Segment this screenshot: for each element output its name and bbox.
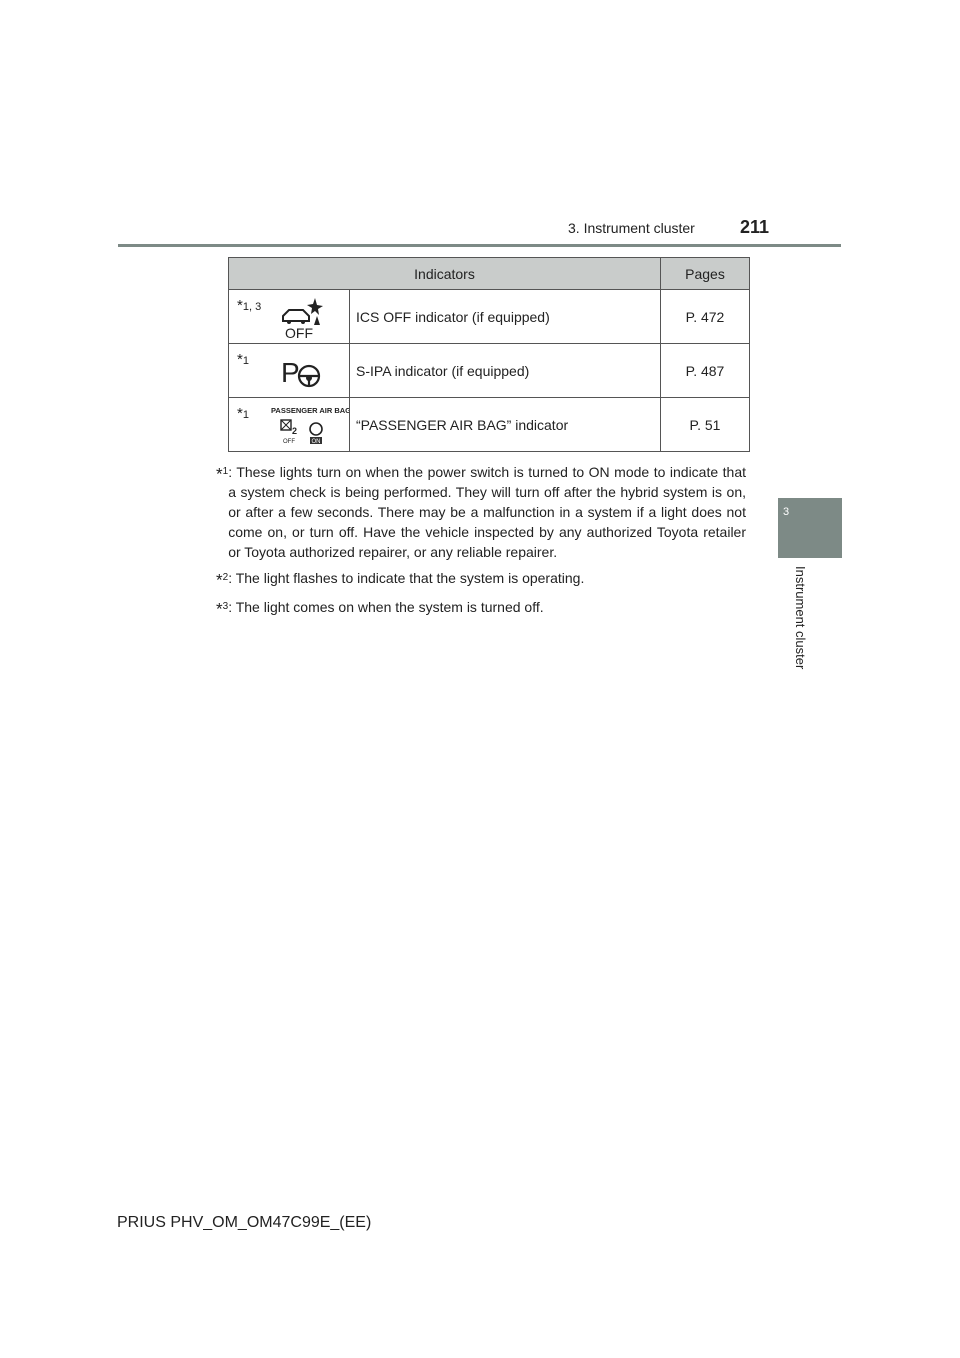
indicators-table bbox=[228, 257, 750, 452]
table-row bbox=[229, 398, 750, 452]
footnote-text: : These lights turn on when the power switch is turned to ON mode to indicate that a system check is being performed. They will turn off after the hybrid system is on, or after a few seconds. There may be a malfunction in a system if a light does not come on, or turn off. Have the vehicle inspected by any authorized Toyota retailer or Toyota authorized repairer, or any reliable repairer. bbox=[228, 464, 746, 560]
svg-text:2: 2 bbox=[292, 426, 298, 436]
section-title: 3. Instrument cluster bbox=[568, 220, 695, 236]
indicators-column-header: Indicators bbox=[229, 258, 661, 290]
footnote-text: : The light comes on when the system is turned off. bbox=[228, 598, 544, 615]
svg-text:OFF: OFF bbox=[283, 439, 295, 445]
indicator-name: ICS OFF indicator (if equipped) bbox=[350, 290, 661, 344]
icon-cell bbox=[229, 290, 350, 344]
svg-text:PASSENGER AIR BAG: PASSENGER AIR BAG bbox=[270, 406, 349, 415]
document-id: PRIUS PHV_OM_OM47C99E_(EE) bbox=[117, 1214, 372, 1231]
indicator-name: S-IPA indicator (if equipped) bbox=[350, 344, 661, 398]
page-ref[interactable]: P. 487 bbox=[661, 344, 750, 398]
footnote-mark: *1 bbox=[237, 351, 249, 368]
footnote-mark: *1, 3 bbox=[237, 297, 262, 314]
side-tab-number: 3 bbox=[782, 506, 790, 518]
side-tab[interactable] bbox=[778, 498, 842, 558]
table-row bbox=[229, 290, 750, 344]
svg-text:OFF: OFF bbox=[285, 325, 313, 340]
ics-off-icon bbox=[265, 294, 349, 340]
s-ipa-icon bbox=[265, 348, 349, 394]
pages-column-header: Pages bbox=[661, 258, 750, 290]
page-ref[interactable]: P. 51 bbox=[661, 398, 750, 452]
page-number: 211 bbox=[740, 217, 770, 237]
footnotes bbox=[216, 462, 746, 625]
svg-text:P: P bbox=[281, 357, 300, 388]
icon-cell bbox=[229, 398, 350, 452]
passenger-airbag-icon bbox=[265, 402, 349, 448]
footnote-text: : The light flashes to indicate that the system is operating. bbox=[228, 570, 585, 586]
footnote-mark: *1 bbox=[237, 405, 249, 422]
svg-text:ON: ON bbox=[311, 439, 321, 445]
page-ref[interactable]: P. 472 bbox=[661, 290, 750, 344]
side-tab-title: Instrument cluster bbox=[793, 566, 808, 670]
indicator-name: “PASSENGER AIR BAG” indicator bbox=[350, 398, 661, 452]
table-row bbox=[229, 344, 750, 398]
header-rule bbox=[118, 244, 841, 247]
footnote: *$^2$ : The light flashes to indicate that the system is operating. bbox=[216, 570, 585, 590]
footnote: *$^3$ : The light comes on when the system is turned off. bbox=[216, 598, 544, 619]
icon-cell bbox=[229, 344, 350, 398]
table-header-row bbox=[229, 258, 750, 290]
footnote: *$^1$ : These lights turn on when the power switch is turned to ON mode to indicate that a system check is being performed. They will turn off after the hybrid system is on, or after a few seconds. There may be a malfunction in a system if a light does not come on, or turn off. Have the vehicle inspected by any authorized Toyota retailer or Toyota authorized repairer, or any reliable repairer. bbox=[216, 464, 746, 560]
